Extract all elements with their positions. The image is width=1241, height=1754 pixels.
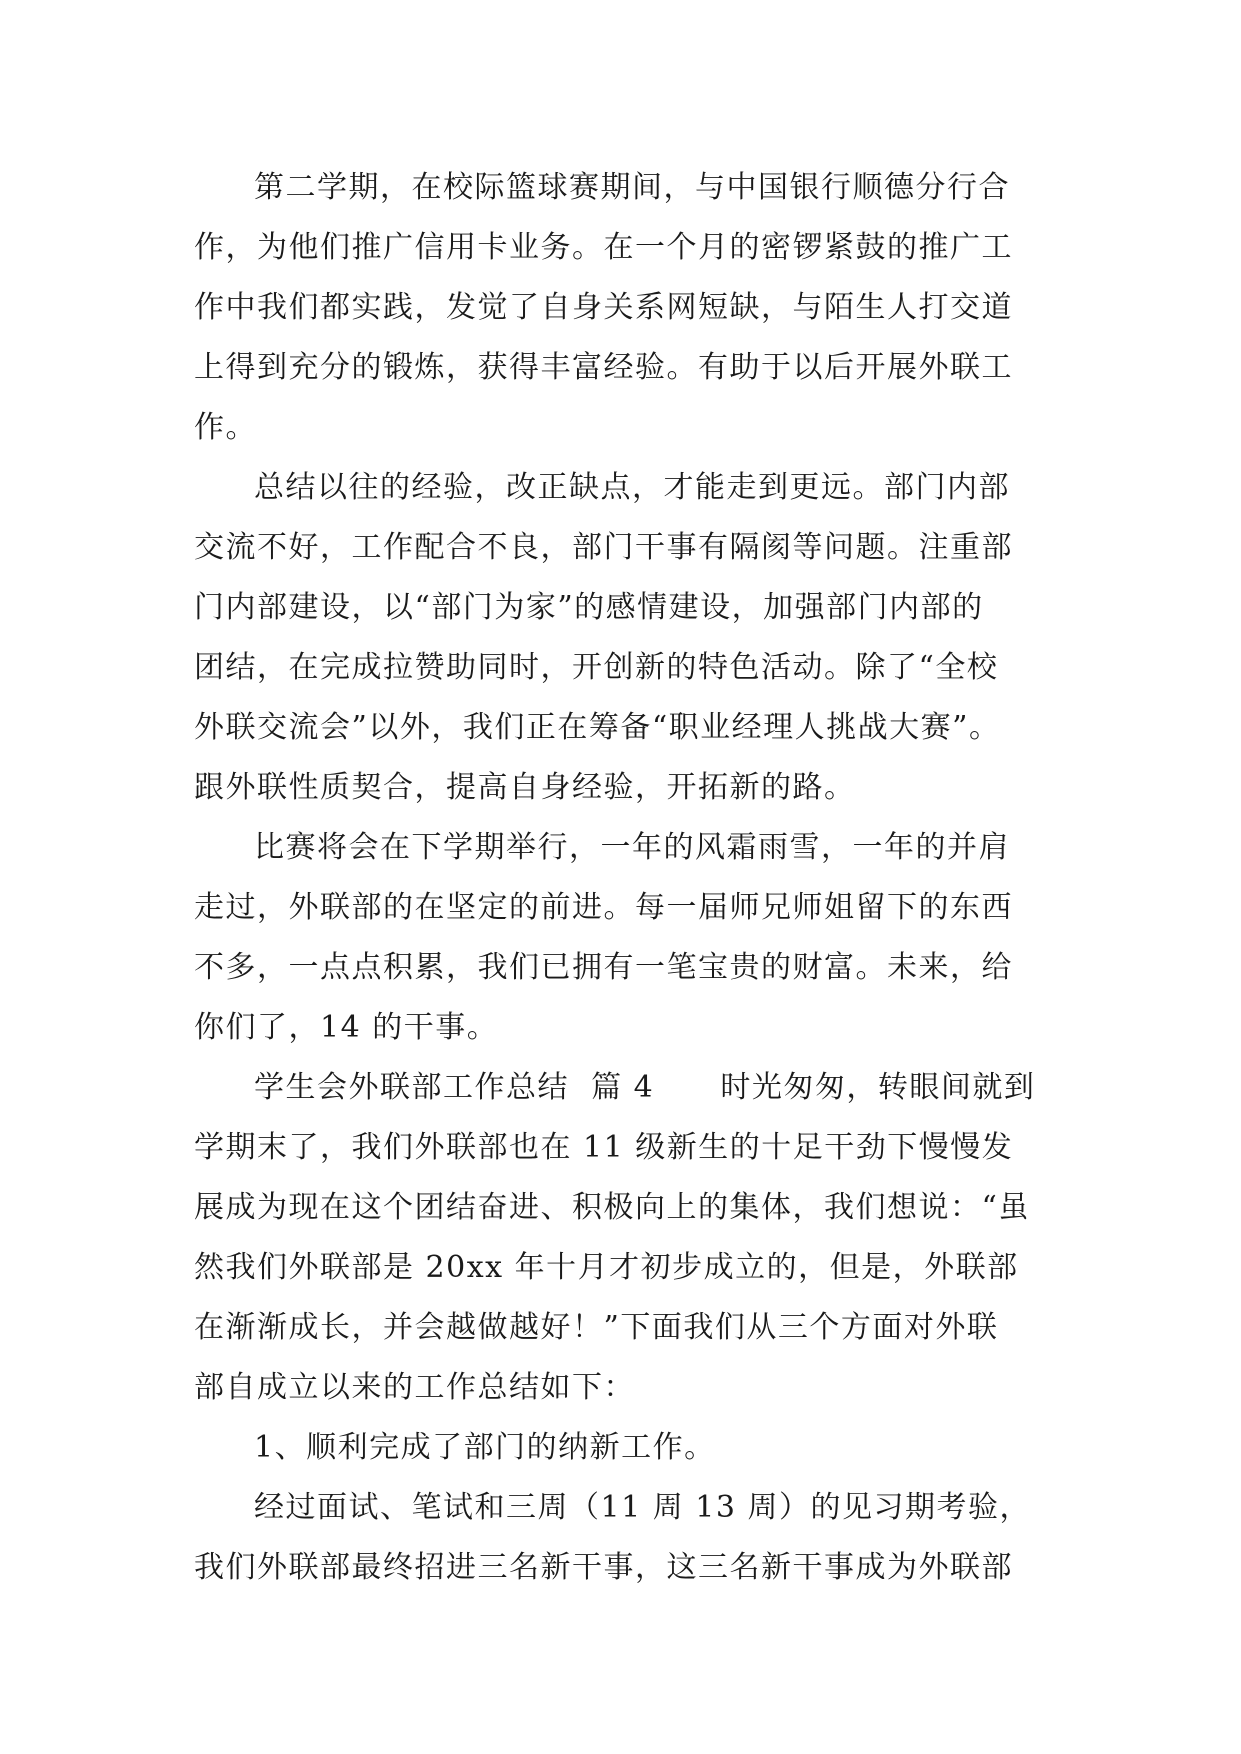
text-line: 作中我们都实践，发觉了自身关系网短缺，与陌生人打交道 [194,290,1013,325]
text-line: 走过，外联部的在坚定的前进。每一届师兄师姐留下的东西 [194,890,1013,925]
text-line: 第二学期，在校际篮球赛期间，与中国银行顺德分行合 [254,170,1010,205]
text-line: 团结，在完成拉赞助同时，开创新的特色活动。除了“全校 [194,650,999,685]
text-line: 外联交流会”以外，我们正在筹备“职业经理人挑战大赛”。 [194,710,1001,745]
text-line: 比赛将会在下学期举行，一年的风霜雨雪，一年的并肩 [254,830,1010,865]
text-line: 我们外联部最终招进三名新干事，这三名新干事成为外联部 [194,1550,1013,1585]
text-line: 部自成立以来的工作总结如下： [194,1370,635,1405]
text-line: 你们了，14 的干事。 [194,1010,499,1045]
paragraph-summary-lessons [194,458,1050,818]
text-line: 作。 [194,410,257,445]
text-line: 学生会外联部工作总结 篇 4 时光匆匆，转眼间就到 [254,1070,1036,1105]
text-line: 上得到充分的锻炼，获得丰富经验。有助于以后开展外联工 [194,350,1013,385]
text-line: 1、顺利完成了部门的纳新工作。 [254,1430,716,1465]
document-body [194,158,1050,1598]
paragraph-recruitment [194,1478,1050,1598]
text-line: 不多，一点点积累，我们已拥有一笔宝贵的财富。未来，给 [194,950,1013,985]
text-line: 在渐渐成长，并会越做越好！”下面我们从三个方面对外联 [194,1310,999,1345]
text-line: 作，为他们推广信用卡业务。在一个月的密锣紧鼓的推广工 [194,230,1013,265]
text-line: 然我们外联部是 20xx 年十月才初步成立的，但是，外联部 [194,1250,1019,1285]
text-line: 交流不好，工作配合不良，部门干事有隔阂等问题。注重部 [194,530,1013,565]
text-line: 经过面试、笔试和三周（11 周 13 周）的见习期考验， [254,1490,1031,1525]
text-line: 门内部建设，以“部门为家”的感情建设，加强部门内部的 [194,590,984,625]
paragraph-list-item-1 [194,1418,1050,1478]
text-line: 跟外联性质契合，提高自身经验，开拓新的路。 [194,770,856,805]
paragraph-bank-promotion [194,158,1050,458]
paragraph-competition [194,818,1050,1058]
paragraph-section-4-intro [194,1058,1050,1418]
text-line: 展成为现在这个团结奋进、积极向上的集体，我们想说：“虽 [194,1190,1030,1225]
text-line: 总结以往的经验，改正缺点，才能走到更远。部门内部 [254,470,1010,505]
text-line: 学期末了，我们外联部也在 11 级新生的十足干劲下慢慢发 [194,1130,1014,1165]
